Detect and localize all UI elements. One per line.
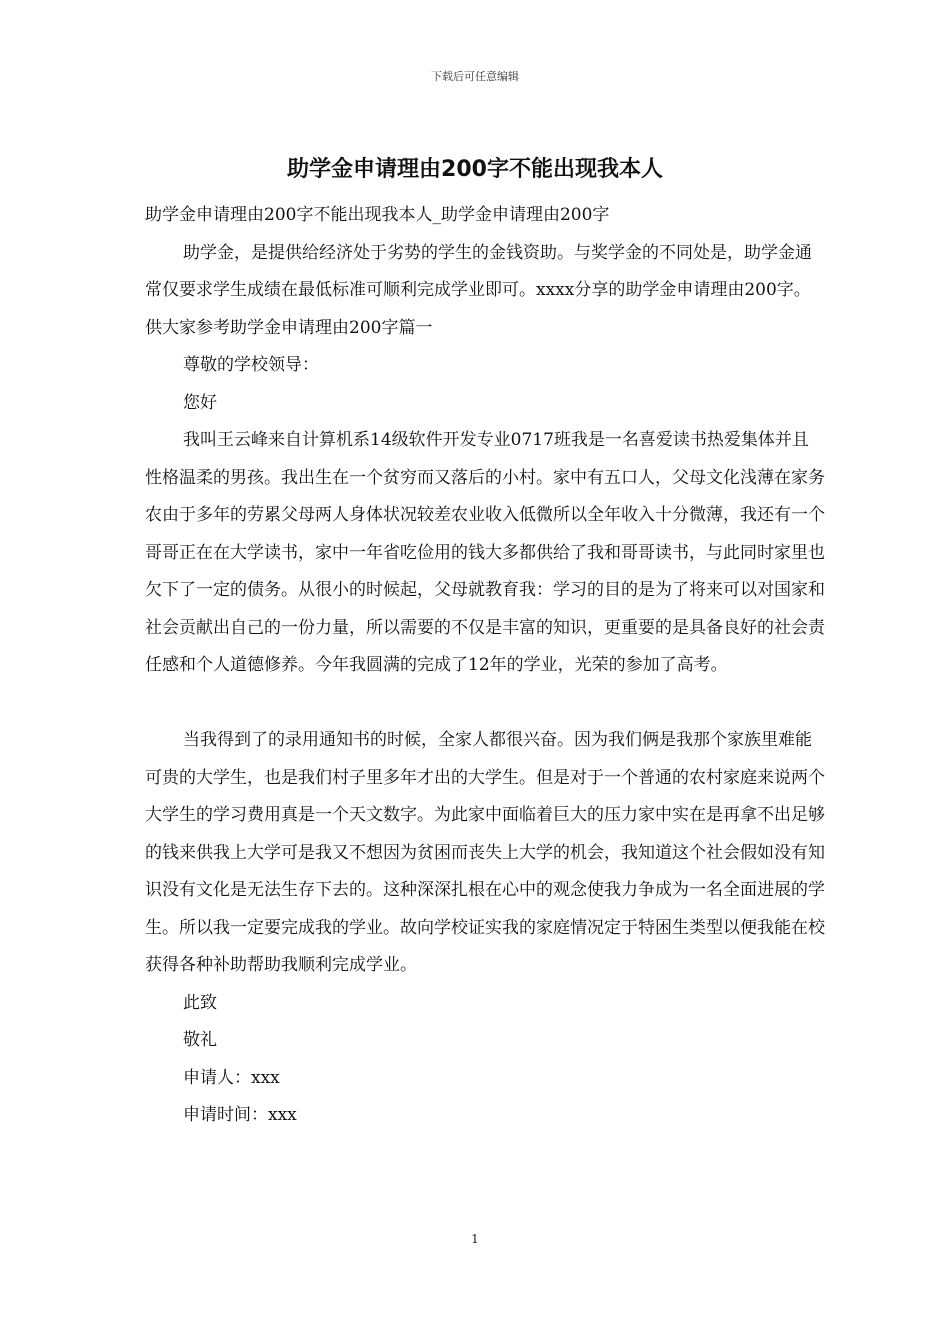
salutation: 尊敬的学校领导： bbox=[183, 355, 319, 375]
greeting: 您好 bbox=[183, 392, 217, 413]
closing-line-2: 敬礼 bbox=[183, 1030, 217, 1050]
body-paragraph-1: 我叫王云峰来自计算机系14级软件开发专业0717班我是一名喜爱读书热爱集体并且性格温柔的男孩。我出生在一个贫穷而又落后的小村。家中有五口人，父母文化浅薄在家务农由于多年的劳累父母两人身体状况较差农业收入低微所以全年收入十分微薄，我还有一个哥哥正在在大学读书，家中一年省吃俭用的钱大多都供给了我和哥哥读书，与此同时家里也欠下了一定的债务。从很小的时候起，父母就教育我：学习的目的是为了将来可以对国家和社会贡献出自己的一份力量，所以需要的不仅是丰富的知识，更重要的是具备良好的社会责任感和个人道德修养。今年我圆满的完成了12年的学业，光荣的参加了高考。 bbox=[145, 430, 825, 675]
subtitle-line: 助学金申请理由200字不能出现我本人_助学金申请理由200字 bbox=[145, 205, 610, 225]
document-title: 助学金申请理由200字不能出现我本人 bbox=[287, 157, 663, 182]
body-paragraph-2: 当我得到了的录用通知书的时候，全家人都很兴奋。因为我们俩是我那个家族里难能可贵的大学生，也是我们村子里多年才出的大学生。但是对于一个普通的农村家庭来说两个大学生的学习费用真是一个天文数字。为此家中面临着巨大的压力家中实在是再拿不出足够的钱来供我上大学可是我又不想因为贫困而丧失上大学的机会，我知道这个社会假如没有知识没有文化是无法生存下去的。这种深深扎根在心中的观念使我力争成为一名全面进展的学生。所以我一定要完成我的学业。故向学校证实我的家庭情况定于特困生类型以便我能在校获得各种补助帮助我顺利完成学业。 bbox=[145, 730, 825, 975]
closing-line-1: 此致 bbox=[183, 992, 217, 1013]
intro-paragraph: 助学金，是提供给经济处于劣势的学生的金钱资助。与奖学金的不同处是，助学金通常仅要求学生成绩在最低标准可顺利完成学业即可。xxxx分享的助学金申请理由200字。供大家参考助学金申请理由200字篇一 bbox=[145, 242, 812, 338]
applicant-line: 申请人：xxx bbox=[183, 1067, 280, 1088]
page-number: 1 bbox=[471, 1232, 479, 1246]
header-note: 下载后可任意编辑 bbox=[431, 70, 519, 83]
date-line: 申请时间：xxx bbox=[183, 1105, 297, 1125]
document-body bbox=[145, 197, 825, 1135]
paragraph-spacer bbox=[145, 685, 825, 723]
